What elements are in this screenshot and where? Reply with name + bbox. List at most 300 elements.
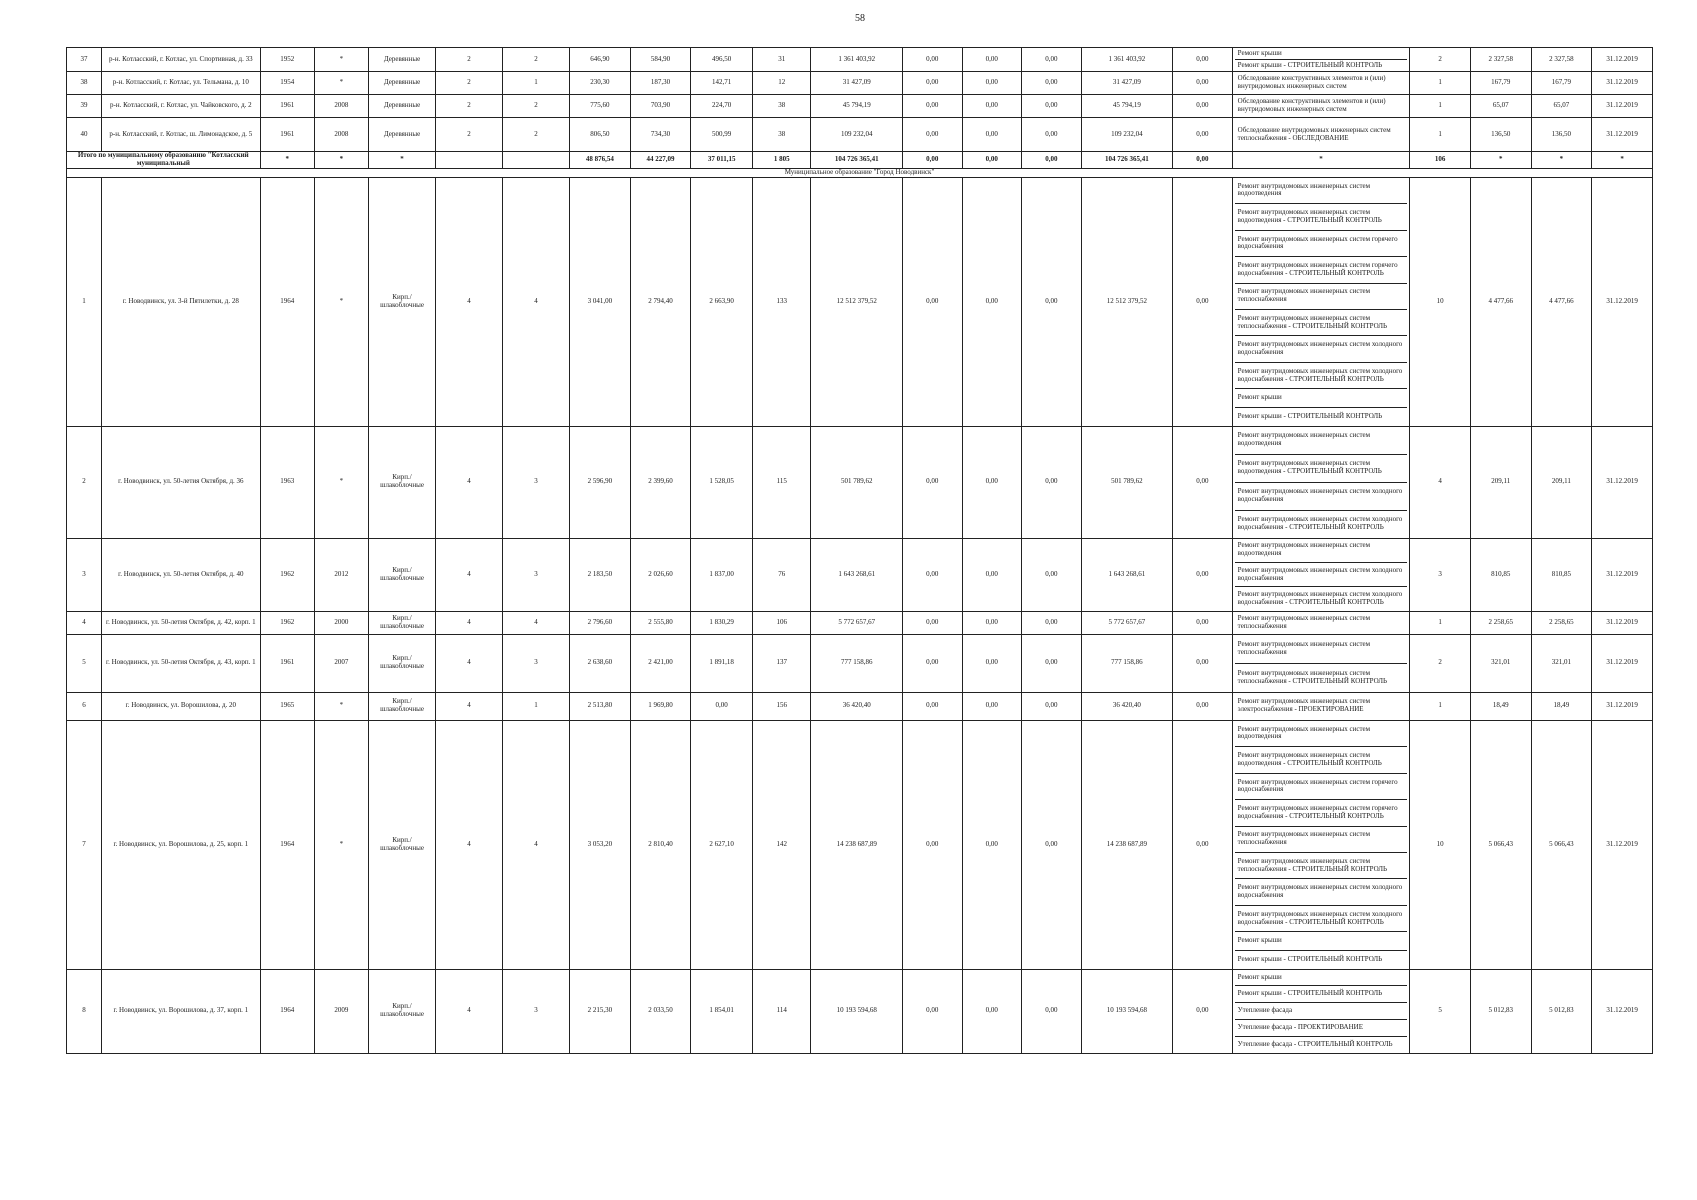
cost-local-cell: 0,00 [1022,634,1082,692]
cost-other-cell: 0,00 [1173,48,1233,72]
cost-other-cell: 0,00 [1173,426,1233,538]
total-cost-owners: 104 726 365,41 [1081,152,1172,169]
table-row [67,48,1653,72]
cost-regional-cell: 0,00 [962,692,1022,720]
work-item: Ремонт внутридомовых инженерных систем водоотведения - СТРОИТЕЛЬНЫЙ КОНТРОЛЬ [1235,455,1408,483]
total-empty [436,152,503,169]
cost-owners-cell: 109 232,04 [1081,118,1172,152]
wall-material-cell: Кирп./шлакоблочные [369,720,436,969]
total-cost-regional: 0,00 [962,152,1022,169]
year-built-cell: 1965 [260,692,314,720]
area-total-cell: 3 053,20 [570,720,631,969]
works-cell [1232,118,1410,152]
cost-local-cell: 0,00 [1022,969,1082,1053]
work-item: Ремонт внутридомовых инженерных систем водоотведения [1235,539,1408,563]
row-number: 40 [67,118,102,152]
table-row [67,720,1653,969]
area-total-cell: 2 596,90 [570,426,631,538]
residents-cell: 137 [752,634,811,692]
floors-cell: 2 [436,72,503,95]
year-overhaul-cell: 2008 [314,95,368,118]
unit-cost-max-cell: 167,79 [1531,72,1592,95]
residents-cell: 76 [752,538,811,611]
table-row [67,538,1653,611]
cost-regional-cell: 0,00 [962,969,1022,1053]
works-count-cell: 10 [1410,177,1471,426]
row-number: 4 [67,611,102,634]
works-cell [1232,692,1410,720]
total-star: * [260,152,314,169]
floors-cell: 4 [436,969,503,1053]
residents-cell: 31 [752,48,811,72]
cost-federal-cell: 0,00 [902,177,962,426]
total-cost-total: 104 726 365,41 [811,152,902,169]
area-total-cell: 2 183,50 [570,538,631,611]
work-item: Ремонт крыши - СТРОИТЕЛЬНЫЙ КОНТРОЛЬ [1235,986,1408,1003]
area-owned-cell: 496,50 [691,48,753,72]
cost-local-cell: 0,00 [1022,48,1082,72]
cost-other-cell: 0,00 [1173,969,1233,1053]
year-overhaul-cell: 2008 [314,118,368,152]
total-row [67,152,1653,169]
floors-cell: 4 [436,611,503,634]
cost-total-cell: 777 158,86 [811,634,902,692]
address-cell: г. Новодвинск, ул. 50-летия Октября, д. 42, корп. 1 [102,611,260,634]
year-built-cell: 1963 [260,426,314,538]
area-owned-cell: 224,70 [691,95,753,118]
area-residential-cell: 187,30 [630,72,691,95]
work-item: Утепление фасада [1235,1003,1408,1020]
cost-owners-cell: 10 193 594,68 [1081,969,1172,1053]
unit-cost-cell: 136,50 [1470,118,1531,152]
cost-other-cell: 0,00 [1173,720,1233,969]
works-cell [1232,426,1410,538]
cost-total-cell: 1 643 268,61 [811,538,902,611]
works-count-cell: 5 [1410,969,1471,1053]
row-number: 39 [67,95,102,118]
unit-cost-max-cell: 209,11 [1531,426,1592,538]
rows-novodvinsk [67,177,1653,1053]
repair-register-table [66,47,1653,1054]
year-built-cell: 1961 [260,118,314,152]
total-cost-federal: 0,00 [902,152,962,169]
works-count-cell: 1 [1410,692,1471,720]
unit-cost-cell: 321,01 [1470,634,1531,692]
area-owned-cell: 2 663,90 [691,177,753,426]
total-works: * [1232,152,1410,169]
cost-owners-cell: 36 420,40 [1081,692,1172,720]
year-overhaul-cell: 2000 [314,611,368,634]
works-count-cell: 1 [1410,118,1471,152]
unit-cost-cell: 2 258,65 [1470,611,1531,634]
wall-material-cell: Кирп./шлакоблочные [369,611,436,634]
cost-local-cell: 0,00 [1022,426,1082,538]
work-item: Ремонт внутридомовых инженерных систем теплоснабжения - СТРОИТЕЛЬНЫЙ КОНТРОЛЬ [1235,853,1408,879]
year-built-cell: 1961 [260,95,314,118]
cost-local-cell: 0,00 [1022,95,1082,118]
address-cell: г. Новодвинск, ул. 50-летия Октября, д. 43, корп. 1 [102,634,260,692]
cost-federal-cell: 0,00 [902,692,962,720]
area-owned-cell: 1 528,05 [691,426,753,538]
wall-material-cell: Деревянные [369,72,436,95]
floors-cell: 4 [436,692,503,720]
unit-cost-max-cell: 136,50 [1531,118,1592,152]
works-cell [1232,72,1410,95]
cost-federal-cell: 0,00 [902,538,962,611]
cost-owners-cell: 1 361 403,92 [1081,48,1172,72]
work-item: Ремонт крыши [1235,48,1408,60]
cost-local-cell: 0,00 [1022,72,1082,95]
row-number: 2 [67,426,102,538]
area-owned-cell: 1 837,00 [691,538,753,611]
total-section [67,152,1653,178]
work-item: Ремонт внутридомовых инженерных систем теплоснабжения [1235,635,1408,664]
deadline-cell: 31.12.2019 [1592,177,1653,426]
cost-regional-cell: 0,00 [962,611,1022,634]
entrances-cell: 3 [503,538,570,611]
cost-other-cell: 0,00 [1173,611,1233,634]
work-item: Ремонт внутридомовых инженерных систем теплоснабжения [1235,284,1408,310]
address-cell: р-н. Котласский, г. Котлас, ул. Чайковского, д. 2 [102,95,260,118]
year-overhaul-cell: * [314,692,368,720]
address-cell: г. Новодвинск, ул. Ворошилова, д. 25, корп. 1 [102,720,260,969]
area-residential-cell: 703,90 [630,95,691,118]
year-built-cell: 1964 [260,177,314,426]
work-item: Ремонт внутридомовых инженерных систем холодного водоснабжения [1235,879,1408,905]
work-item: Утепление фасада - СТРОИТЕЛЬНЫЙ КОНТРОЛЬ [1237,1039,1393,1048]
work-item: Ремонт внутридомовых инженерных систем водоотведения - СТРОИТЕЛЬНЫЙ КОНТРОЛЬ [1235,204,1408,230]
works-count-cell: 2 [1410,48,1471,72]
area-owned-cell: 500,99 [691,118,753,152]
work-item: Обследование конструктивных элементов и (или) внутридомовых инженерных систем [1237,74,1386,90]
work-item: Ремонт внутридомовых инженерных систем теплоснабжения [1235,827,1408,853]
total-unit-cost-max: * [1531,152,1592,169]
works-count-cell: 2 [1410,634,1471,692]
table-row [67,692,1653,720]
works-cell [1232,611,1410,634]
work-item: Ремонт крыши - СТРОИТЕЛЬНЫЙ КОНТРОЛЬ [1237,411,1383,420]
year-overhaul-cell: * [314,720,368,969]
table-row [67,426,1653,538]
work-item: Ремонт внутридомовых инженерных систем холодного водоснабжения [1235,563,1408,587]
table-row [67,611,1653,634]
unit-cost-cell: 5 012,83 [1470,969,1531,1053]
cost-regional-cell: 0,00 [962,634,1022,692]
wall-material-cell: Кирп./шлакоблочные [369,177,436,426]
deadline-cell: 31.12.2019 [1592,118,1653,152]
unit-cost-cell: 18,49 [1470,692,1531,720]
section-header-row [67,168,1653,177]
floors-cell: 2 [436,95,503,118]
unit-cost-cell: 810,85 [1470,538,1531,611]
work-item: Ремонт внутридомовых инженерных систем теплоснабжения - СТРОИТЕЛЬНЫЙ КОНТРОЛЬ [1235,310,1408,336]
year-built-cell: 1962 [260,611,314,634]
unit-cost-max-cell: 2 327,58 [1531,48,1592,72]
entrances-cell: 3 [503,426,570,538]
work-item: Обследование конструктивных элементов и (или) внутридомовых инженерных систем [1237,97,1386,113]
works-cell [1232,720,1410,969]
residents-cell: 142 [752,720,811,969]
cost-total-cell: 31 427,09 [811,72,902,95]
cost-federal-cell: 0,00 [902,720,962,969]
unit-cost-cell: 65,07 [1470,95,1531,118]
row-number: 6 [67,692,102,720]
table-row [67,969,1653,1053]
entrances-cell: 3 [503,969,570,1053]
year-overhaul-cell: * [314,426,368,538]
cost-total-cell: 10 193 594,68 [811,969,902,1053]
total-star: * [314,152,368,169]
area-total-cell: 230,30 [570,72,631,95]
works-cell [1232,969,1410,1053]
total-area-total: 48 876,54 [570,152,631,169]
residents-cell: 106 [752,611,811,634]
unit-cost-max-cell: 5 066,43 [1531,720,1592,969]
works-cell [1232,177,1410,426]
area-owned-cell: 2 627,10 [691,720,753,969]
year-overhaul-cell: * [314,177,368,426]
total-works-count: 106 [1410,152,1471,169]
works-count-cell: 1 [1410,72,1471,95]
table-row [67,95,1653,118]
total-area-owned: 37 011,15 [691,152,753,169]
cost-regional-cell: 0,00 [962,177,1022,426]
unit-cost-max-cell: 65,07 [1531,95,1592,118]
cost-total-cell: 501 789,62 [811,426,902,538]
work-item: Ремонт крыши [1235,932,1408,951]
cost-total-cell: 5 772 657,67 [811,611,902,634]
cost-owners-cell: 14 238 687,89 [1081,720,1172,969]
wall-material-cell: Деревянные [369,118,436,152]
work-item: Ремонт внутридомовых инженерных систем водоотведения [1235,178,1408,204]
cost-owners-cell: 31 427,09 [1081,72,1172,95]
total-label: Итого по муниципальному образованию "Котласский муниципальный [67,152,261,169]
entrances-cell: 2 [503,95,570,118]
area-total-cell: 2 796,60 [570,611,631,634]
cost-other-cell: 0,00 [1173,177,1233,426]
works-cell [1232,95,1410,118]
table-row [67,177,1653,426]
cost-regional-cell: 0,00 [962,118,1022,152]
cost-federal-cell: 0,00 [902,611,962,634]
work-item: Ремонт внутридомовых инженерных систем холодного водоснабжения - СТРОИТЕЛЬНЫЙ КОНТРОЛЬ [1237,590,1403,606]
entrances-cell: 4 [503,177,570,426]
area-residential-cell: 2 026,60 [630,538,691,611]
row-number: 1 [67,177,102,426]
unit-cost-max-cell: 5 012,83 [1531,969,1592,1053]
year-overhaul-cell: 2009 [314,969,368,1053]
area-total-cell: 806,50 [570,118,631,152]
deadline-cell: 31.12.2019 [1592,611,1653,634]
deadline-cell: 31.12.2019 [1592,969,1653,1053]
year-overhaul-cell: 2012 [314,538,368,611]
total-area-residential: 44 227,09 [630,152,691,169]
entrances-cell: 2 [503,118,570,152]
address-cell: г. Новодвинск, ул. 3-й Пятилетки, д. 28 [102,177,260,426]
work-item: Ремонт внутридомовых инженерных систем горячего водоснабжения [1235,774,1408,800]
deadline-cell: 31.12.2019 [1592,720,1653,969]
area-owned-cell: 1 891,18 [691,634,753,692]
cost-other-cell: 0,00 [1173,538,1233,611]
floors-cell: 2 [436,48,503,72]
year-built-cell: 1964 [260,720,314,969]
cost-federal-cell: 0,00 [902,72,962,95]
floors-cell: 4 [436,720,503,969]
year-overhaul-cell: 2007 [314,634,368,692]
cost-total-cell: 1 361 403,92 [811,48,902,72]
address-cell: р-н. Котласский, г. Котлас, ул. Тельмана, д. 10 [102,72,260,95]
unit-cost-cell: 209,11 [1470,426,1531,538]
unit-cost-cell: 5 066,43 [1470,720,1531,969]
works-cell [1232,634,1410,692]
area-residential-cell: 584,90 [630,48,691,72]
entrances-cell: 4 [503,720,570,969]
deadline-cell: 31.12.2019 [1592,95,1653,118]
cost-total-cell: 36 420,40 [811,692,902,720]
address-cell: г. Новодвинск, ул. 50-летия Октября, д. 40 [102,538,260,611]
entrances-cell: 3 [503,634,570,692]
work-item: Ремонт внутридомовых инженерных систем электроснабжения - ПРОЕКТИРОВАНИЕ [1237,697,1371,714]
works-cell [1232,538,1410,611]
year-built-cell: 1954 [260,72,314,95]
total-unit-cost: * [1470,152,1531,169]
row-number: 37 [67,48,102,72]
entrances-cell: 1 [503,72,570,95]
year-overhaul-cell: * [314,48,368,72]
row-number: 8 [67,969,102,1053]
area-residential-cell: 2 399,60 [630,426,691,538]
cost-local-cell: 0,00 [1022,692,1082,720]
unit-cost-cell: 4 477,66 [1470,177,1531,426]
cost-owners-cell: 777 158,86 [1081,634,1172,692]
year-built-cell: 1961 [260,634,314,692]
cost-local-cell: 0,00 [1022,538,1082,611]
area-owned-cell: 1 830,29 [691,611,753,634]
area-total-cell: 2 513,80 [570,692,631,720]
residents-cell: 12 [752,72,811,95]
residents-cell: 156 [752,692,811,720]
cost-owners-cell: 12 512 379,52 [1081,177,1172,426]
work-item: Ремонт внутридомовых инженерных систем водоотведения - СТРОИТЕЛЬНЫЙ КОНТРОЛЬ [1235,747,1408,773]
page-number: 58 [855,13,865,24]
total-deadline: * [1592,152,1653,169]
cost-total-cell: 109 232,04 [811,118,902,152]
residents-cell: 115 [752,426,811,538]
area-total-cell: 775,60 [570,95,631,118]
area-residential-cell: 2 421,00 [630,634,691,692]
unit-cost-max-cell: 2 258,65 [1531,611,1592,634]
rows-kotlas-district [67,48,1653,152]
cost-owners-cell: 45 794,19 [1081,95,1172,118]
cost-total-cell: 45 794,19 [811,95,902,118]
cost-federal-cell: 0,00 [902,634,962,692]
row-number: 3 [67,538,102,611]
wall-material-cell: Кирп./шлакоблочные [369,692,436,720]
unit-cost-max-cell: 4 477,66 [1531,177,1592,426]
deadline-cell: 31.12.2019 [1592,538,1653,611]
works-cell [1232,48,1410,72]
unit-cost-max-cell: 18,49 [1531,692,1592,720]
cost-owners-cell: 501 789,62 [1081,426,1172,538]
unit-cost-max-cell: 810,85 [1531,538,1592,611]
area-residential-cell: 734,30 [630,118,691,152]
address-cell: г. Новодвинск, ул. Ворошилова, д. 37, корп. 1 [102,969,260,1053]
unit-cost-max-cell: 321,01 [1531,634,1592,692]
cost-regional-cell: 0,00 [962,538,1022,611]
cost-federal-cell: 0,00 [902,118,962,152]
register-table-wrapper [66,47,1653,1054]
cost-total-cell: 14 238 687,89 [811,720,902,969]
work-item: Ремонт крыши - СТРОИТЕЛЬНЫЙ КОНТРОЛЬ [1237,954,1383,963]
deadline-cell: 31.12.2019 [1592,692,1653,720]
area-residential-cell: 2 794,40 [630,177,691,426]
floors-cell: 4 [436,634,503,692]
cost-other-cell: 0,00 [1173,118,1233,152]
work-item: Ремонт внутридомовых инженерных систем холодного водоснабжения [1235,483,1408,511]
row-number: 7 [67,720,102,969]
deadline-cell: 31.12.2019 [1592,72,1653,95]
work-item: Ремонт внутридомовых инженерных систем теплоснабжения [1237,613,1371,630]
works-count-cell: 1 [1410,95,1471,118]
work-item: Ремонт внутридомовых инженерных систем горячего водоснабжения - СТРОИТЕЛЬНЫЙ КОНТРОЛЬ [1235,257,1408,283]
address-cell: г. Новодвинск, ул. 50-летия Октября, д. 36 [102,426,260,538]
area-total-cell: 2 215,30 [570,969,631,1053]
wall-material-cell: Деревянные [369,48,436,72]
residents-cell: 133 [752,177,811,426]
area-owned-cell: 1 854,01 [691,969,753,1053]
cost-local-cell: 0,00 [1022,720,1082,969]
total-empty [503,152,570,169]
cost-regional-cell: 0,00 [962,95,1022,118]
cost-regional-cell: 0,00 [962,72,1022,95]
wall-material-cell: Кирп./шлакоблочные [369,634,436,692]
total-cost-local: 0,00 [1022,152,1082,169]
area-owned-cell: 0,00 [691,692,753,720]
wall-material-cell: Кирп./шлакоблочные [369,426,436,538]
cost-local-cell: 0,00 [1022,177,1082,426]
table-row [67,72,1653,95]
unit-cost-cell: 2 327,58 [1470,48,1531,72]
work-item: Обследование внутридомовых инженерных систем теплоснабжения - ОБСЛЕДОВАНИЕ [1237,125,1391,142]
unit-cost-cell: 167,79 [1470,72,1531,95]
cost-other-cell: 0,00 [1173,95,1233,118]
area-residential-cell: 2 555,80 [630,611,691,634]
cost-total-cell: 12 512 379,52 [811,177,902,426]
area-total-cell: 3 041,00 [570,177,631,426]
work-item: Ремонт внутридомовых инженерных систем теплоснабжения - СТРОИТЕЛЬНЫЙ КОНТРОЛЬ [1237,668,1388,685]
floors-cell: 4 [436,538,503,611]
entrances-cell: 1 [503,692,570,720]
section-title: Муниципальное образование "Город Новодвинск" [67,168,1653,177]
work-item: Ремонт внутридомовых инженерных систем холодного водоснабжения [1235,336,1408,362]
work-item: Ремонт внутридомовых инженерных систем холодного водоснабжения - СТРОИТЕЛЬНЫЙ КОНТРОЛЬ [1235,906,1408,932]
address-cell: г. Новодвинск, ул. Ворошилова, д. 20 [102,692,260,720]
cost-regional-cell: 0,00 [962,48,1022,72]
year-built-cell: 1964 [260,969,314,1053]
work-item: Ремонт крыши [1235,970,1408,987]
cost-federal-cell: 0,00 [902,426,962,538]
total-cost-other: 0,00 [1173,152,1233,169]
works-count-cell: 1 [1410,611,1471,634]
cost-federal-cell: 0,00 [902,48,962,72]
entrances-cell: 4 [503,611,570,634]
wall-material-cell: Кирп./шлакоблочные [369,538,436,611]
work-item: Ремонт крыши - СТРОИТЕЛЬНЫЙ КОНТРОЛЬ [1237,60,1383,69]
row-number: 5 [67,634,102,692]
row-number: 38 [67,72,102,95]
works-count-cell: 3 [1410,538,1471,611]
entrances-cell: 2 [503,48,570,72]
